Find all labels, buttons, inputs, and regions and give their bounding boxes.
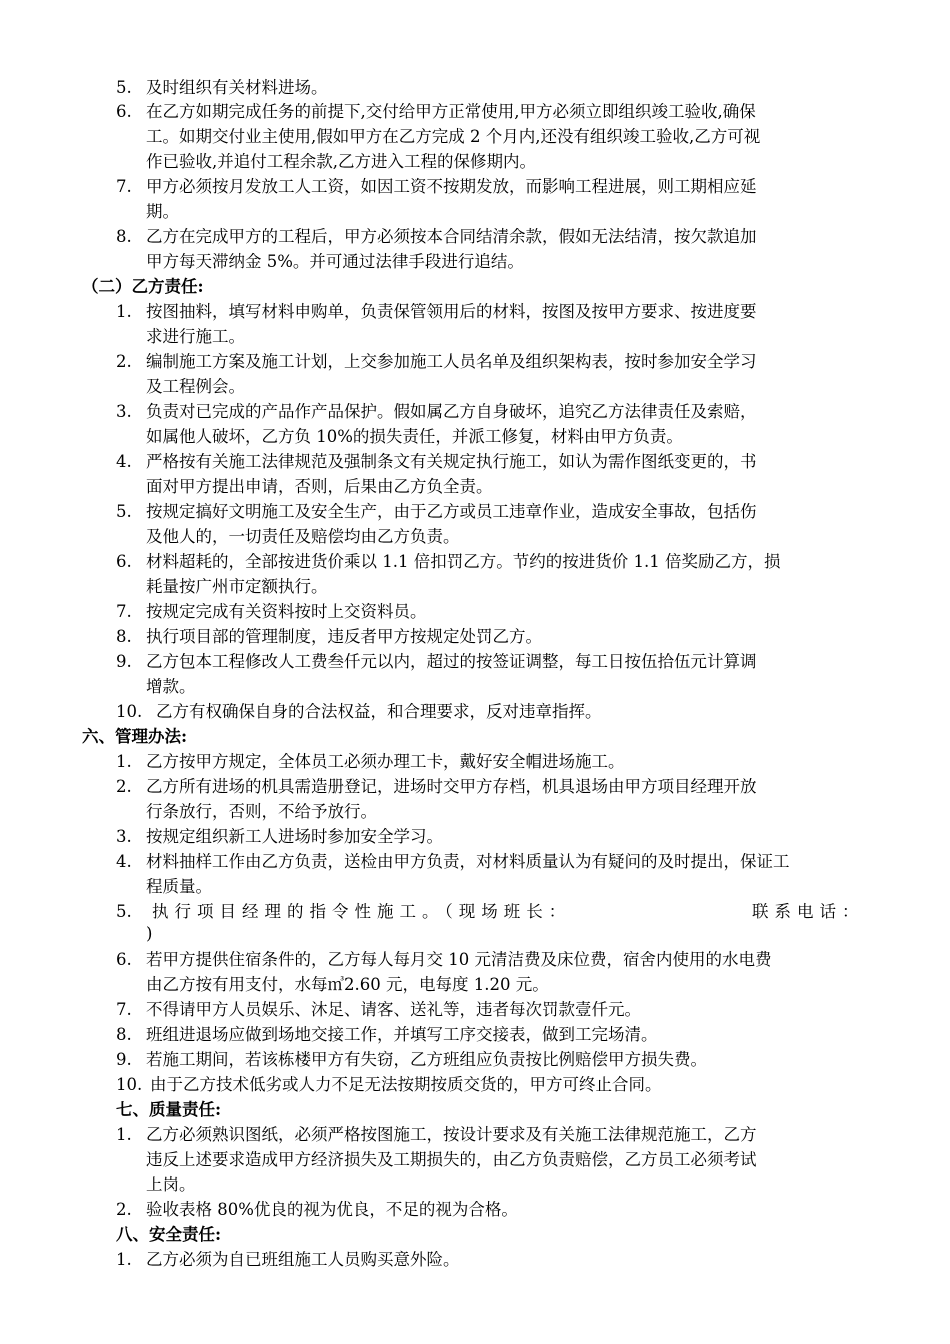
list-number: 2. [116, 352, 132, 371]
list-number: 1. [116, 1125, 132, 1144]
list-item-text: 乙方有权确保自身的合法权益，和合理要求，反对违章指挥。 [156, 702, 602, 721]
list-item-text: 按规定搞好文明施工及安全生产，由于乙方或员工违章作业，造成安全事故，包括伤 [146, 502, 757, 521]
list-item-text: 上岗。 [146, 1175, 196, 1194]
list-item-text: 材料抽样工作由乙方负责，送检由甲方负责，对材料质量认为有疑问的及时提出，保证工 [146, 852, 790, 871]
list-item-text: 乙方在完成甲方的工程后，甲方必须按本合同结清余款，假如无法结清，按欠款追加 [146, 227, 757, 246]
list-number: 1. [116, 752, 132, 771]
list-number: 1. [116, 302, 132, 321]
list-number: 1. [116, 1250, 132, 1269]
list-number: 2. [116, 777, 132, 796]
section-heading: 七、质量责任: [116, 1100, 222, 1119]
list-item-text: 程质量。 [146, 877, 212, 896]
list-number: 6. [116, 102, 132, 121]
section-heading: 六、管理办法: [82, 727, 188, 746]
list-number: 10. [116, 1075, 143, 1094]
list-number: 2. [116, 1200, 132, 1219]
list-item-text: 若甲方提供住宿条件的，乙方每人每月交 10 元清洁费及床位费，宿舍内使用的水电费 [146, 950, 772, 969]
list-item-text: 违反上述要求造成甲方经济损失及工期损失的，由乙方负责赔偿，乙方员工必须考试 [146, 1150, 757, 1169]
list-number: 7. [116, 177, 132, 196]
list-item-text: 乙方必须为自已班组施工人员购买意外险。 [146, 1250, 460, 1269]
list-item-text: 求进行施工。 [146, 327, 245, 346]
list-number: 8. [116, 227, 132, 246]
list-number: 7. [116, 602, 132, 621]
list-item-text: 材料超耗的，全部按进货价乘以 1.1 倍扣罚乙方。节约的按进货价 1.1 倍奖励乙方，损 [146, 552, 781, 571]
list-item-text: 执行项目经理的指令性施工。（现场班长： [152, 902, 572, 921]
list-item-text: 班组进退场应做到场地交接工作，并填写工序交接表，做到工完场清。 [146, 1025, 658, 1044]
list-item-text: 若施工期间，若该栋楼甲方有失窃，乙方班组应负责按比例赔偿甲方损失费。 [146, 1050, 707, 1069]
list-item-text: 由于乙方技术低劣或人力不足无法按期按质交货的，甲方可终止合同。 [150, 1075, 662, 1094]
list-item-text: 按图抽料，填写材料申购单，负责保管领用后的材料，按图及按甲方要求、按进度要 [146, 302, 757, 321]
list-item-text: ) [146, 924, 153, 943]
list-item-text: 工。如期交付业主使用,假如甲方在乙方完成 2 个月内,还没有组织竣工验收,乙方可视 [146, 127, 761, 146]
list-number: 5. [116, 78, 132, 97]
list-item-text: 乙方所有进场的机具需造册登记，进场时交甲方存档，机具退场由甲方项目经理开放 [146, 777, 757, 796]
list-item-text: 作已验收,并追付工程余款,乙方进入工程的保修期内。 [146, 152, 536, 171]
section-heading: （二）乙方责任: [82, 277, 204, 296]
list-number: 5. [116, 902, 132, 921]
section-heading: 八、安全责任: [116, 1225, 222, 1244]
list-item-text: 在乙方如期完成任务的前提下,交付给甲方正常使用,甲方必须立即组织竣工验收,确保 [146, 102, 756, 121]
list-item-text: 验收表格 80%优良的视为优良，不足的视为合格。 [146, 1200, 518, 1219]
list-number: 7. [116, 1000, 132, 1019]
list-item-text: 期。 [146, 202, 179, 221]
list-number: 9. [116, 652, 132, 671]
list-item-text: 甲方必须按月发放工人工资，如因工资不按期发放，而影响工程进展，则工期相应延 [146, 177, 757, 196]
list-item-text: 负责对已完成的产品作产品保护。假如属乙方自身破坏，追究乙方法律责任及索赔， [146, 402, 757, 421]
list-item-text: 严格按有关施工法律规范及强制条文有关规定执行施工，如认为需作图纸变更的，书 [146, 452, 757, 471]
list-item-text: 耗量按广州市定额执行。 [146, 577, 328, 596]
list-number: 5. [116, 502, 132, 521]
list-item-text: 乙方包本工程修改人工费叁仟元以内，超过的按签证调整，每工日按伍拾伍元计算调 [146, 652, 757, 671]
list-item-text: 如属他人破坏，乙方负 10%的损失责任，并派工修复，材料由甲方负责。 [146, 427, 683, 446]
contact-phone-label: 联系电话： [752, 902, 865, 921]
list-item-text: 及时组织有关材料进场。 [146, 78, 328, 97]
list-number: 8. [116, 627, 132, 646]
list-item-text: 面对甲方提出申请，否则，后果由乙方负全责。 [146, 477, 493, 496]
list-number: 4. [116, 452, 132, 471]
list-item-text: 行条放行，否则，不给予放行。 [146, 802, 377, 821]
list-item-text: 编制施工方案及施工计划，上交参加施工人员名单及组织架构表，按时参加安全学习 [146, 352, 757, 371]
list-item-text: 增款。 [146, 677, 196, 696]
list-item-text: 及工程例会。 [146, 377, 245, 396]
list-item-text: 由乙方按有用支付，水每㎥2.60 元，电每度 1.20 元。 [146, 975, 549, 994]
list-item-text: 不得请甲方人员娱乐、沐足、请客、送礼等，违者每次罚款壹仟元。 [146, 1000, 641, 1019]
list-number: 3. [116, 827, 132, 846]
list-item-text: 执行项目部的管理制度，违反者甲方按规定处罚乙方。 [146, 627, 542, 646]
list-item-text: 按规定组织新工人进场时参加安全学习。 [146, 827, 443, 846]
list-item-text: 甲方每天滞纳金 5%。并可通过法律手段进行追结。 [146, 252, 524, 271]
list-item-text: 按规定完成有关资料按时上交资料员。 [146, 602, 427, 621]
list-number: 9. [116, 1050, 132, 1069]
list-item-text: 乙方按甲方规定，全体员工必须办理工卡，戴好安全帽进场施工。 [146, 752, 625, 771]
list-number: 8. [116, 1025, 132, 1044]
list-item-text: 及他人的，一切责任及赔偿均由乙方负责。 [146, 527, 460, 546]
list-number: 6. [116, 552, 132, 571]
list-item-text: 乙方必须熟识图纸，必须严格按图施工，按设计要求及有关施工法律规范施工，乙方 [146, 1125, 757, 1144]
list-number: 3. [116, 402, 132, 421]
list-number: 6. [116, 950, 132, 969]
list-number: 4. [116, 852, 132, 871]
list-number: 10. [116, 702, 143, 721]
